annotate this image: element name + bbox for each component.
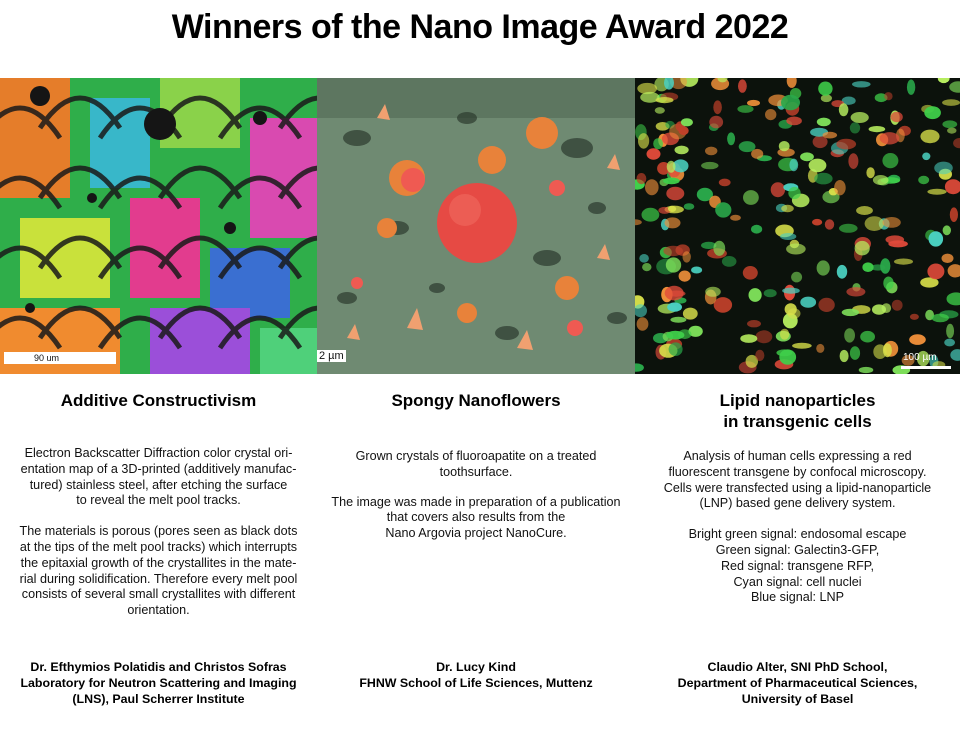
cell-blob	[755, 350, 764, 361]
cell-blob	[848, 153, 858, 169]
cell-blob	[667, 161, 676, 173]
cell-blob	[713, 241, 725, 256]
credit-spongy-nanoflowers	[317, 659, 635, 691]
text-line: FHNW School of Life Sciences, Muttenz	[359, 676, 593, 690]
cell-blob	[855, 241, 870, 256]
cell-blob	[942, 254, 954, 263]
cell-blob	[846, 287, 865, 296]
cell-blob	[823, 132, 838, 139]
panel-description	[635, 449, 960, 512]
text-line: Lipid nanoparticles	[719, 391, 876, 410]
cell-blob	[637, 317, 649, 331]
cell-blob	[743, 266, 758, 280]
cell-blob	[749, 288, 762, 302]
cell-blob	[788, 187, 800, 199]
cell-blob	[751, 149, 763, 159]
cell-blob	[873, 175, 889, 185]
cell-blob	[892, 300, 903, 311]
cell-blob	[740, 334, 757, 343]
cell-blob	[738, 79, 747, 92]
cell-blob	[882, 303, 892, 313]
cell-blob	[666, 257, 681, 272]
cell-blob	[669, 342, 683, 356]
cell-blob	[655, 107, 665, 114]
text-line: to reveal the melt pool tracks.	[76, 493, 241, 508]
spongy-nanoflowers-image	[317, 78, 635, 374]
cell-blob	[747, 320, 761, 327]
panel-description-2	[317, 495, 635, 542]
text-line: entation map of a 3D-printed (additively manufac-	[20, 461, 297, 476]
cell-blob	[782, 288, 800, 294]
text-line: Department of Pharmaceutical Sciences,	[677, 676, 918, 690]
text-line: University of Basel	[741, 692, 854, 706]
page-title: Winners of the Nano Image Award 2022	[171, 8, 789, 46]
cell-blob	[781, 205, 794, 212]
panel-description-2	[635, 527, 960, 606]
text-line: Claudio Alter, SNI PhD School,	[707, 660, 888, 674]
text-line: Dr. Efthymios Polatidis and Christos Sofras	[30, 660, 287, 674]
cell-blob	[780, 233, 796, 240]
cell-blob	[814, 173, 832, 185]
text-line: Analysis of human cells expressing a red	[683, 449, 912, 463]
ebsd-map-graphic	[0, 78, 317, 374]
panel-heading	[635, 390, 960, 432]
cell-blob	[781, 95, 800, 110]
cell-blob	[639, 254, 649, 263]
cell-blob	[780, 329, 789, 340]
cell-blob	[927, 264, 944, 280]
confocal-graphic	[635, 78, 960, 374]
text-line: that covers also results from the	[386, 510, 566, 525]
cell-blob	[747, 100, 760, 106]
cell-blob	[727, 132, 735, 145]
cell-blob	[719, 179, 731, 187]
text-line: Spongy Nanoflowers	[391, 391, 561, 410]
cell-blob	[642, 263, 651, 271]
panel-description	[0, 446, 317, 509]
cell-blob	[751, 225, 762, 234]
cell-blob	[894, 259, 913, 265]
text-line: at the tips of the melt pool tracks) which interrupts	[19, 539, 298, 554]
cell-blob	[715, 202, 731, 217]
cell-blob	[918, 176, 929, 184]
panel-description	[317, 449, 635, 481]
cell-blob	[656, 97, 674, 103]
cell-blob	[909, 334, 926, 345]
cell-blob	[907, 80, 915, 95]
cell-blob	[869, 126, 886, 132]
cell-blob	[834, 180, 846, 195]
cell-blob	[910, 314, 919, 320]
cell-blob	[737, 105, 753, 113]
panel-heading	[0, 390, 317, 411]
cell-blob	[860, 331, 875, 343]
cell-blob	[665, 286, 684, 301]
cell-blob	[950, 207, 958, 222]
cell-blob	[844, 328, 855, 342]
text-line: consists of several small crystallites with different	[21, 587, 296, 602]
cell-blob	[944, 339, 955, 347]
scalebar	[901, 366, 951, 369]
credit-lipid-nanoparticles	[635, 659, 960, 707]
text-line: Nano Argovia project NanoCure.	[385, 526, 567, 541]
sem-graphic	[317, 78, 635, 374]
cell-blob	[791, 272, 802, 283]
panel-description-2	[0, 524, 317, 619]
cell-blob	[653, 138, 663, 149]
cell-blob	[942, 99, 960, 106]
cell-blob	[865, 216, 884, 231]
cell-blob	[883, 277, 893, 290]
text-line: Dr. Lucy Kind	[436, 660, 516, 674]
cell-blob	[836, 139, 856, 150]
cell-blob	[884, 92, 892, 100]
cell-blob	[886, 235, 905, 243]
cell-blob	[665, 217, 681, 228]
text-line: fluorescent transgene by confocal microscopy.	[668, 464, 927, 479]
cell-blob	[670, 317, 686, 323]
cell-blob	[839, 224, 858, 233]
cell-blob	[709, 116, 723, 129]
cell-blob	[932, 314, 949, 323]
cell-blob	[667, 302, 682, 311]
cell-blob	[785, 303, 797, 315]
text-line: Laboratory for Neutron Scattering and Imaging	[20, 676, 297, 690]
cell-blob	[943, 225, 951, 235]
cell-blob	[927, 189, 946, 195]
panel-heading	[317, 390, 635, 411]
additive-constructivism-image	[0, 78, 317, 374]
text-line: toothsurface.	[439, 464, 513, 479]
text-line: Blue signal: LNP	[750, 590, 845, 605]
text-line: tured) stainless steel, after etching the surface	[29, 477, 288, 492]
cell-blob	[743, 190, 759, 205]
text-line: The materials is porous (pores seen as black dots	[19, 524, 298, 539]
cell-blob	[929, 231, 944, 246]
cell-blob	[713, 100, 722, 114]
cell-blob	[891, 112, 903, 122]
cell-blob	[722, 256, 737, 267]
cell-blob	[638, 133, 649, 149]
cell-blob	[883, 343, 892, 357]
cell-blob	[842, 309, 859, 316]
cell-blob	[812, 219, 822, 226]
lipid-nanoparticles-image	[635, 78, 960, 374]
cell-blob	[705, 147, 717, 156]
cell-blob	[765, 109, 776, 120]
cell-blob	[642, 208, 660, 222]
cell-blob	[809, 159, 827, 173]
cell-blob	[684, 203, 695, 210]
cell-blob	[882, 153, 898, 168]
text-line: Cyan signal: cell nuclei	[733, 574, 862, 589]
cell-blob	[825, 219, 834, 229]
cell-blob	[663, 178, 680, 185]
cell-blob	[818, 82, 832, 96]
cell-blob	[851, 112, 869, 123]
cell-blob	[714, 297, 732, 313]
cell-blob	[946, 324, 954, 338]
cell-blob	[882, 217, 900, 228]
cell-blob	[705, 287, 721, 297]
text-line: in transgenic cells	[723, 412, 872, 431]
cell-blob	[800, 297, 816, 308]
cell-blob	[866, 167, 874, 178]
column-spongy-nanoflowers	[317, 390, 635, 542]
cell-blob	[859, 367, 874, 373]
cell-blob	[947, 128, 956, 134]
column-additive-constructivism	[0, 390, 317, 619]
text-line: Green signal: Galectin3-GFP,	[715, 542, 880, 557]
cell-blob	[920, 130, 939, 144]
text-line: Additive Constructivism	[60, 391, 257, 410]
cell-blob	[776, 349, 792, 356]
cell-blob	[675, 146, 689, 155]
text-line: Red signal: transgene RFP,	[720, 558, 875, 573]
cell-blob	[666, 331, 684, 340]
scalebar-label: 90 um	[34, 353, 60, 363]
cell-blob	[942, 120, 957, 128]
text-line: (LNP) based gene delivery system.	[699, 496, 896, 511]
cell-blob	[852, 81, 871, 87]
column-lipid-nanoparticles	[635, 390, 960, 606]
cell-blob	[818, 298, 834, 312]
cell-blob	[683, 308, 698, 320]
cell-blob	[756, 330, 773, 343]
scalebar	[4, 352, 116, 364]
cell-blob	[666, 187, 684, 200]
cell-blob	[880, 132, 900, 144]
cell-blob	[786, 117, 802, 126]
cell-blob	[840, 350, 849, 362]
cell-blob	[850, 346, 860, 360]
cell-blob	[817, 260, 830, 275]
text-line: The image was made in preparation of a publication	[331, 494, 621, 509]
cell-blob	[880, 258, 890, 274]
cell-blob	[922, 153, 930, 161]
cell-blob	[837, 265, 847, 279]
cell-blob	[764, 289, 777, 297]
cell-blob	[792, 343, 812, 349]
cell-blob	[771, 182, 785, 197]
cell-blob	[691, 267, 702, 274]
cell-blob	[668, 206, 676, 212]
cell-blob	[730, 215, 741, 221]
text-line: orientation.	[127, 603, 190, 618]
cell-blob	[817, 118, 831, 127]
cell-blob	[862, 262, 873, 272]
cell-blob	[816, 344, 824, 353]
cell-blob	[637, 173, 647, 184]
cell-blob	[800, 152, 814, 161]
cell-blob	[856, 206, 873, 215]
cell-blob	[663, 246, 683, 256]
cell-blob	[779, 141, 790, 151]
cell-blob	[934, 162, 953, 175]
text-line: rial during solidification. Therefore every melt pool	[19, 571, 298, 586]
text-line: the epitaxial growth of the crystallites in the mate-	[20, 555, 297, 570]
cell-blob	[850, 122, 860, 133]
cell-blob	[681, 118, 693, 126]
cell-blob	[839, 103, 849, 116]
scalebar-label: 100 µm	[903, 352, 937, 363]
cell-blob	[789, 159, 798, 172]
text-line: Bright green signal: endosomal escape	[688, 527, 907, 542]
text-line: Cells were transfected using a lipid-nanoparticle	[663, 480, 932, 495]
cell-blob	[645, 179, 659, 195]
cell-blob	[701, 162, 718, 169]
text-line: Grown crystals of fluoroapatite on a treated	[355, 449, 597, 463]
cell-blob	[924, 106, 941, 119]
scalebar-label: 2 µm	[319, 350, 344, 362]
cell-blob	[786, 244, 806, 255]
cell-blob	[647, 148, 661, 159]
text-line: (LNS), Paul Scherrer Institute	[72, 692, 245, 706]
cell-blob	[679, 271, 691, 282]
cell-blob	[683, 251, 691, 262]
credit-additive-constructivism	[0, 659, 317, 707]
text-line: Electron Backscatter Diffraction color crystal ori-	[24, 446, 293, 460]
